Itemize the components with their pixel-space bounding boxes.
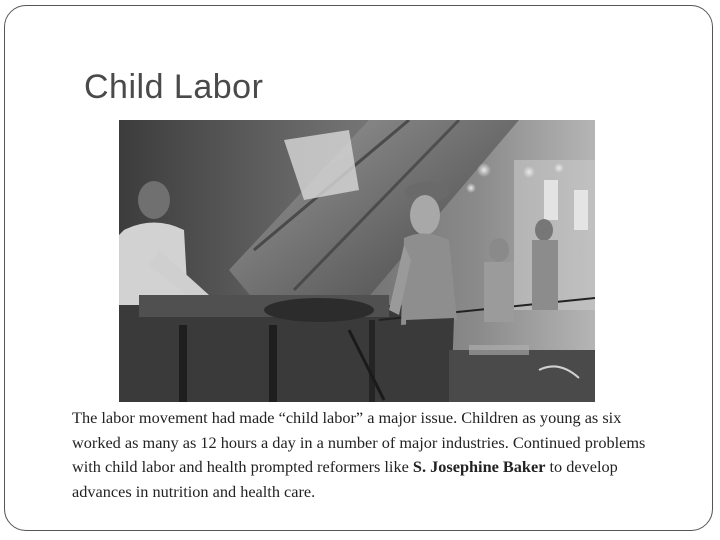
child-labor-photo — [119, 120, 595, 402]
body-text-conclusion: to develop advances in nutrition and health care. — [72, 457, 618, 501]
slide-title: Child Labor — [84, 68, 264, 106]
body-text-intro: The labor movement had made “child labor” a major issue. Children as young as six worked as many as 12 hours a day in a number of major industries. Continued problems with child labor and health prompted reformers like — [72, 408, 646, 476]
body-paragraph — [72, 406, 672, 504]
reformer-name: S. Josephine Baker — [412, 457, 546, 476]
slide-frame — [4, 5, 713, 531]
